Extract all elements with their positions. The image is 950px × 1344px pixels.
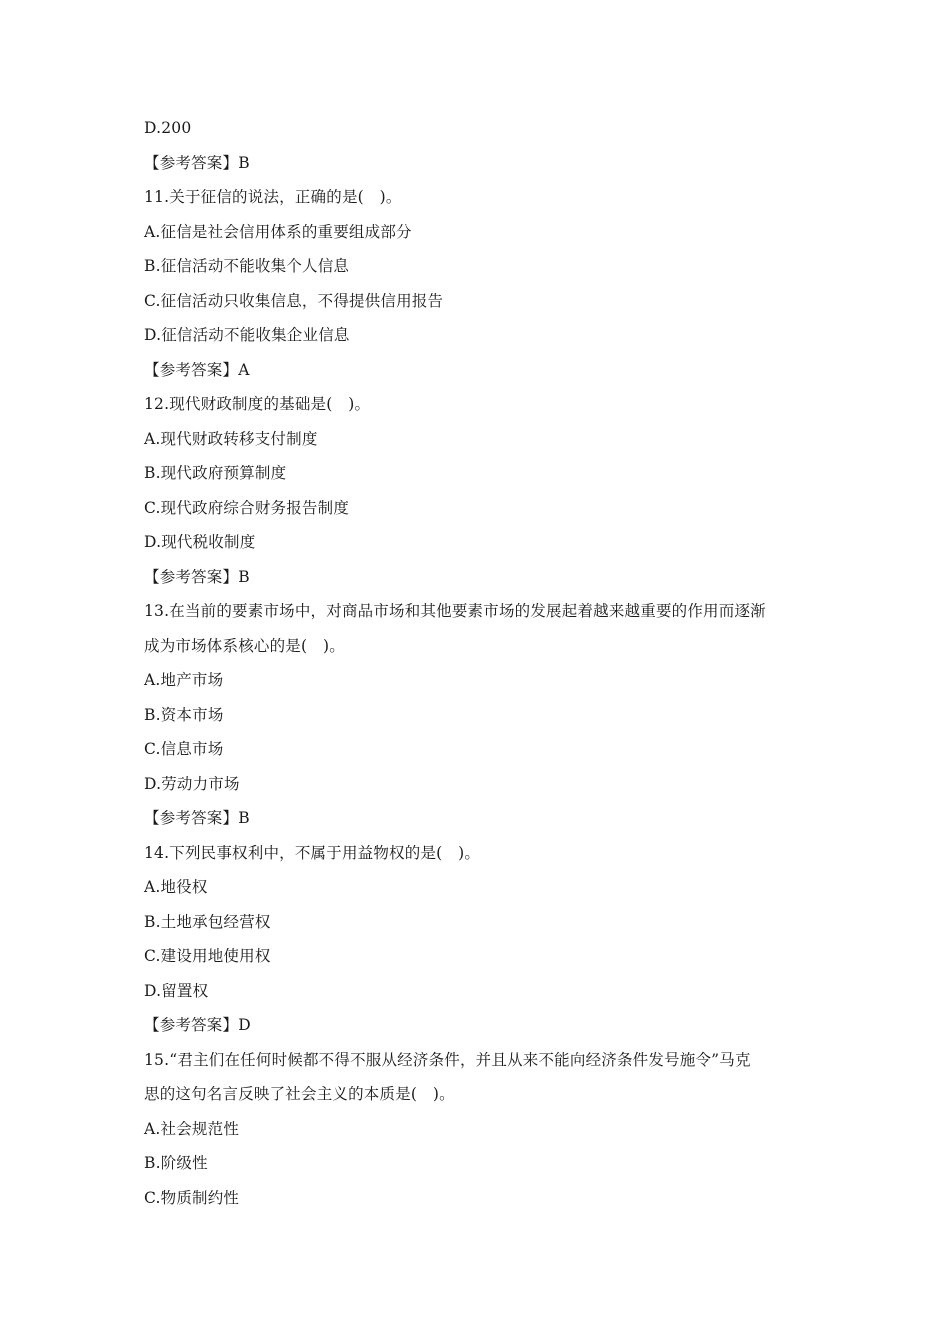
question-11-option-a: A.征信是社会信用体系的重要组成部分 xyxy=(144,222,412,241)
question-11-stem: 11.关于征信的说法，正确的是( )。 xyxy=(144,188,402,206)
question-12-answer: 【参考答案】B xyxy=(144,567,250,586)
question-11-option-d: D.征信活动不能收集企业信息 xyxy=(144,326,350,344)
question-15-option-c: C.物质制约性 xyxy=(144,1188,240,1207)
question-13-answer: 【参考答案】B xyxy=(144,809,250,827)
question-14-option-a: A.地役权 xyxy=(144,878,208,896)
option-d-text: D.200 xyxy=(144,119,192,137)
question-11-option-b: B.征信活动不能收集个人信息 xyxy=(144,257,350,275)
question-13-option-b: B.资本市场 xyxy=(144,705,224,724)
question-15-option-b: B.阶级性 xyxy=(144,1154,208,1172)
question-14-option-c: C.建设用地使用权 xyxy=(144,947,271,965)
question-12-option-a: A.现代财政转移支付制度 xyxy=(144,429,318,448)
question-13-stem-line-1: 13.在当前的要素市场中，对商品市场和其他要素市场的发展起着越来越重要的作用而逐渐 xyxy=(144,602,766,620)
question-15-option-a: A.社会规范性 xyxy=(144,1119,240,1138)
document-body xyxy=(144,111,824,1215)
question-12-option-c: C.现代政府综合财务报告制度 xyxy=(144,498,350,517)
question-12-option-d: D.现代税收制度 xyxy=(144,533,256,551)
question-13-option-d: D.劳动力市场 xyxy=(144,774,240,793)
question-14-stem: 14.下列民事权利中，不属于用益物权的是( )。 xyxy=(144,843,481,862)
question-14-option-d: D.留置权 xyxy=(144,981,209,1000)
question-13-option-c: C.信息市场 xyxy=(144,740,224,758)
question-11-answer: 【参考答案】A xyxy=(144,360,250,379)
question-13-option-a: A.地产市场 xyxy=(144,671,224,689)
question-13-stem-line-2: 成为市场体系核心的是( )。 xyxy=(144,636,345,655)
answer-line: 【参考答案】B xyxy=(144,153,250,172)
question-15-stem-line-2: 思的这句名言反映了社会主义的本质是( )。 xyxy=(144,1085,455,1103)
question-15-stem-line-1: 15.“君主们在任何时候都不得不服从经济条件，并且从来不能向经济条件发号施令”马克 xyxy=(144,1050,751,1069)
question-14-answer: 【参考答案】D xyxy=(144,1016,251,1034)
question-14-option-b: B.土地承包经营权 xyxy=(144,912,271,931)
question-12-stem: 12.现代财政制度的基础是( )。 xyxy=(144,395,371,413)
question-11-option-c: C.征信活动只收集信息，不得提供信用报告 xyxy=(144,291,444,310)
question-12-option-b: B.现代政府预算制度 xyxy=(144,464,287,482)
